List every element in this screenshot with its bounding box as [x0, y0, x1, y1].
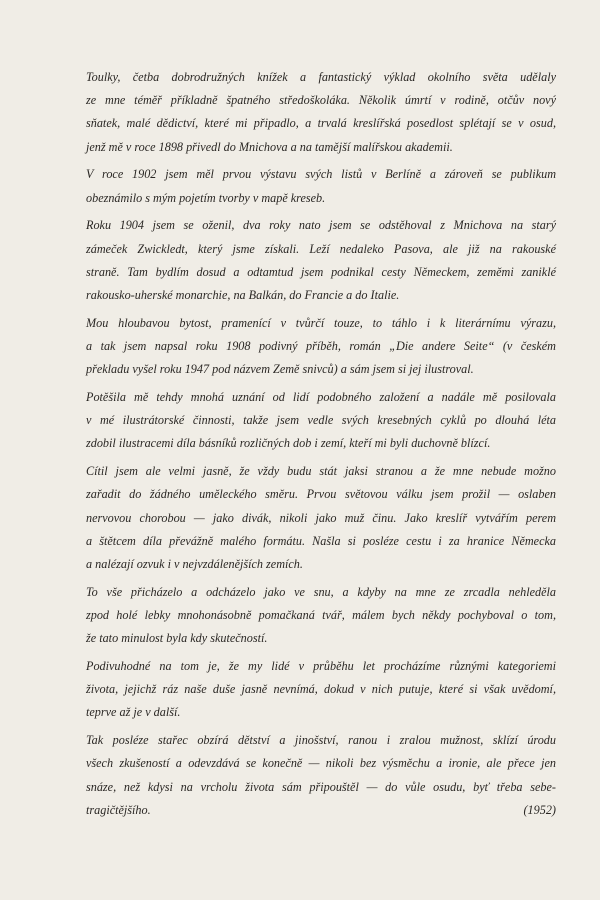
paragraph-9	[86, 729, 556, 822]
text-line: a nalézají ozvuk i v nejvzdálenějších zemích.	[86, 557, 303, 572]
text-line: Tak posléze stařec obzírá dětství a jinošství, ranou i zralou mužnost, sklízí úrodu	[86, 733, 556, 748]
text-line: v mé ilustrátorské činnosti, takže jsem vedle svých kresebných cyklů po dlouhá léta	[86, 413, 556, 428]
text-line: Mou hloubavou bytost, pramenící v tvůrčí touze, to táhlo i k literárnímu výrazu,	[86, 315, 556, 330]
text-line: a štětcem díla převážně malého formátu. Našla si posléze cestu i za hranice Německa	[86, 533, 556, 548]
text-line: tragičtějšího.	[86, 802, 151, 817]
text-line: nervovou chorobou — jako divák, nikoli jako muž činu. Jako kreslíř vytvářím perem	[86, 510, 556, 525]
text-line: straně. Tam bydlím dosud a odtamtud jsem podnikal cesty Německem, zeměmi zaniklé	[86, 264, 556, 279]
text-line: V roce 1902 jsem měl prvou výstavu svých listů v Berlíně a zároveň se publikum	[86, 167, 556, 182]
text-line: To vše přicházelo a odcházelo jako ve snu, a kdyby na mne ze zrcadla nehleděla	[86, 584, 556, 599]
text-line: Potěšila mě tehdy mnohá uznání od lidí podobného založení a nadále mě posilovala	[86, 390, 556, 405]
text-line: snáze, než kdysi na vrcholu života sám připouštěl — do vůle osudu, byť třeba sebe-	[86, 779, 556, 794]
text-line: zařadit do žádného uměleckého směru. Prvou světovou válku jsem prožil — oslaben	[86, 487, 556, 502]
text-line: Podivuhodné na tom je, že my lidé v průběhu let procházíme různými kategoriemi	[86, 659, 556, 674]
paragraph-2	[86, 163, 556, 209]
text-line: rakousko-uherské monarchie, na Balkán, do Francie a do Italie.	[86, 288, 400, 303]
text-line: teprve až je v další.	[86, 705, 181, 720]
text-line: zámeček Zwickledt, který jsme získali. Leží nedaleko Pasova, ale již na rakouské	[86, 241, 556, 256]
text-line: zpod holé lebky mnohonásobně pomačkaná tvář, málem bych někdy pochyboval o tom,	[86, 608, 556, 623]
paragraph-8	[86, 655, 556, 725]
body-text	[86, 66, 556, 827]
paragraph-6	[86, 460, 556, 576]
text-line: sňatek, malé dědictví, které mi připadlo, a trvalá kreslířská posedlost splétají se v osud,	[86, 116, 556, 131]
text-line: jenž mě v roce 1898 přivedl do Mnichova a na tamější malířskou akademii.	[86, 139, 453, 154]
text-line: Roku 1904 jsem se oženil, dva roky nato jsem se odstěhoval z Mnichova na starý	[86, 218, 556, 233]
paragraph-1	[86, 66, 556, 159]
text-line: Toulky, četba dobrodružných knížek a fantastický výklad okolního světa udělaly	[86, 70, 556, 84]
text-line: Cítil jsem ale velmi jasně, že vždy budu stát jaksi stranou a že mne nebude možno	[86, 464, 556, 479]
signature-year: (1952)	[523, 802, 556, 817]
text-line: že tato minulost byla kdy skutečností.	[86, 631, 268, 646]
paragraph-4	[86, 312, 556, 382]
text-line: ze mne téměř příkladně špatného středoškoláka. Několik úmrtí v rodině, otčův nový	[86, 93, 556, 108]
paragraph-7	[86, 581, 556, 651]
text-line: a tak jsem napsal roku 1908 podivný příběh, román „Die andere Seite“ (v českém	[86, 339, 556, 354]
text-line: všech zkušeností a odevzdává se konečně — nikoli bez výsměchu a ironie, ale přece jen	[86, 756, 556, 771]
paragraph-5	[86, 386, 556, 456]
text-line: obeznámilo s mým pojetím tvorby v mapě kreseb.	[86, 190, 326, 205]
text-line: zdobil ilustracemi díla básníků rozličných dob i zemí, kteří mi byli duchovně blízcí.	[86, 436, 491, 451]
text-line: překladu vyšel roku 1947 pod názvem Země snivců) a sám jsem si jej ilustroval.	[86, 362, 474, 377]
final-row	[86, 799, 556, 822]
paragraph-3	[86, 214, 556, 307]
text-line: života, jejichž ráz naše duše jasně nevnímá, dokud v nich putuje, které si však uvědomí,	[86, 682, 556, 697]
